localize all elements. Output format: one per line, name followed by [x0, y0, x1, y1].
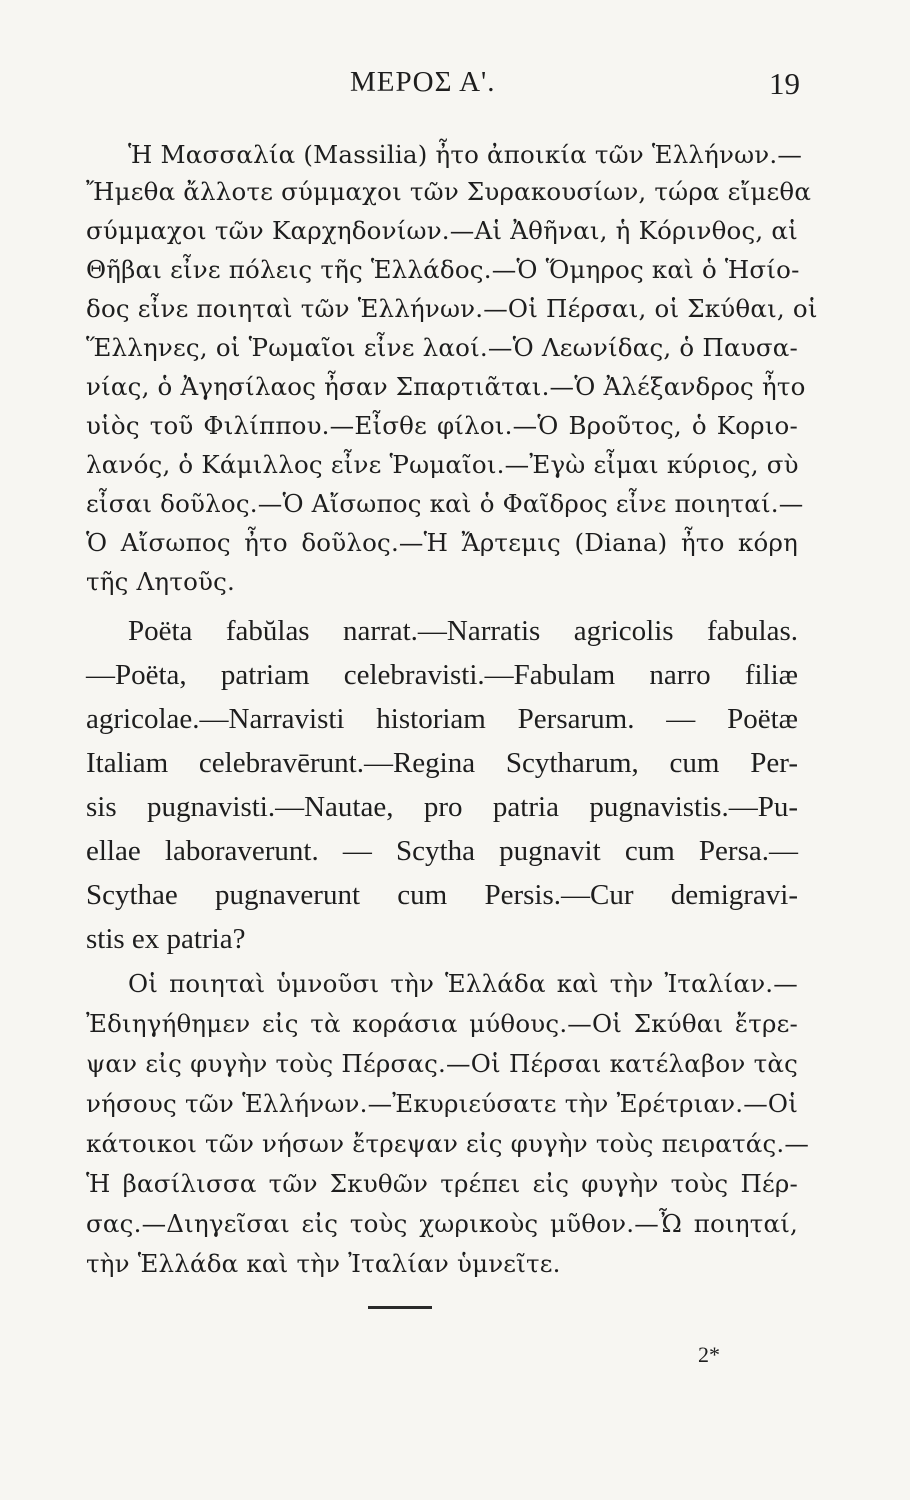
text-line: υἱὸς τοῦ Φιλίππου.—Εἶσθε φίλοι.—Ὁ Βροῦτος, ὁ Κοριο- — [86, 411, 798, 440]
text-line: δος εἶνε ποιηταὶ τῶν Ἑλλήνων.—Οἱ Πέρσαι, οἱ Σκύθαι, οἱ — [86, 294, 818, 323]
text-line: Ἡ Μασσαλία (Massilia) ἦτο ἀποικία τῶν Ἑλλήνων.— — [128, 140, 803, 169]
text-line: sis pugnavisti.—Nautae, pro patria pugnavistis.—Pu- — [86, 791, 798, 823]
text-line: Ἤμεθα ἄλλοτε σύμμαχοι τῶν Συρακουσίων, τώρα εἴμεθα — [86, 177, 812, 206]
running-head — [0, 66, 910, 106]
text-line: σας.—Διηγεῖσαι εἰς τοὺς χωρικοὺς μῦθον.—Ὦ ποιηταί, — [86, 1209, 798, 1238]
text-line: τὴν Ἑλλάδα καὶ τὴν Ἰταλίαν ὑμνεῖτε. — [86, 1249, 561, 1278]
text-line: νήσους τῶν Ἑλλήνων.—Ἐκυριεύσατε τὴν Ἐρέτριαν.—Οἱ — [86, 1089, 798, 1118]
text-line: σύμμαχοι τῶν Καρχηδονίων.—Αἱ Ἀθῆναι, ἡ Κόρινθος, αἱ — [86, 216, 798, 245]
text-line: τῆς Λητοῦς. — [86, 567, 236, 596]
text-line: Poëta fabŭlas narrat.—Narratis agricolis fabulas. — [128, 615, 798, 647]
text-line: Ἡ βασίλισσα τῶν Σκυθῶν τρέπει εἰς φυγὴν τοὺς Πέρ- — [86, 1169, 798, 1198]
text-line: ψαν εἰς φυγὴν τοὺς Πέρσας.—Οἱ Πέρσαι κατέλαβον τὰς — [86, 1049, 798, 1078]
text-line: ellae laboraverunt. — Scytha pugnavit cum Persa.— — [86, 835, 798, 867]
section-rule — [368, 1306, 432, 1309]
text-line: λανός, ὁ Κάμιλλος εἶνε Ῥωμαῖοι.—Ἐγὼ εἶμαι κύριος, σὺ — [86, 450, 799, 479]
text-line: κάτοικοι τῶν νήσων ἔτρεψαν εἰς φυγὴν τοὺς πειρατάς.— — [86, 1129, 810, 1158]
page-number: 19 — [769, 66, 800, 101]
running-title: ΜΕΡΟΣ Α'. — [350, 66, 496, 98]
text-line: Θῆβαι εἶνε πόλεις τῆς Ἑλλάδος.—Ὁ Ὅμηρος καὶ ὁ Ἡσίο- — [86, 255, 800, 284]
text-line: Scythae pugnaverunt cum Persis.—Cur demigravi- — [86, 879, 798, 911]
text-line: Ἕλληνες, οἱ Ῥωμαῖοι εἶνε λαοί.—Ὁ Λεωνίδας, ὁ Παυσα- — [86, 333, 798, 362]
text-line: εἶσαι δοῦλος.—Ὁ Αἴσωπος καὶ ὁ Φαῖδρος εἶνε ποιηταί.— — [86, 489, 804, 518]
text-line: stis ex patria? — [86, 923, 246, 955]
text-line: Ὁ Αἴσωπος ἦτο δοῦλος.—Ἡ Ἄρτεμις (Diana) ἦτο κόρη — [86, 528, 798, 557]
signature-mark: 2* — [698, 1342, 720, 1367]
text-line: —Poëta, patriam celebravisti.—Fabulam narro filiæ — [86, 659, 798, 691]
text-line: Ἐδιηγήθημεν εἰς τὰ κοράσια μύθους.—Οἱ Σκύθαι ἔτρε- — [86, 1009, 798, 1038]
text-line: Οἱ ποιηταὶ ὑμνοῦσι τὴν Ἑλλάδα καὶ τὴν Ἰταλίαν.— — [128, 969, 798, 998]
text-line: agricolae.—Narravisti historiam Persarum. — Poëtæ — [86, 703, 798, 735]
text-line: Italiam celebravērunt.—Regina Scytharum, cum Per- — [86, 747, 798, 779]
text-line: νίας, ὁ Ἀγησίλαος ἦσαν Σπαρτιᾶται.—Ὁ Ἀλέξανδρος ἦτο — [86, 372, 806, 401]
